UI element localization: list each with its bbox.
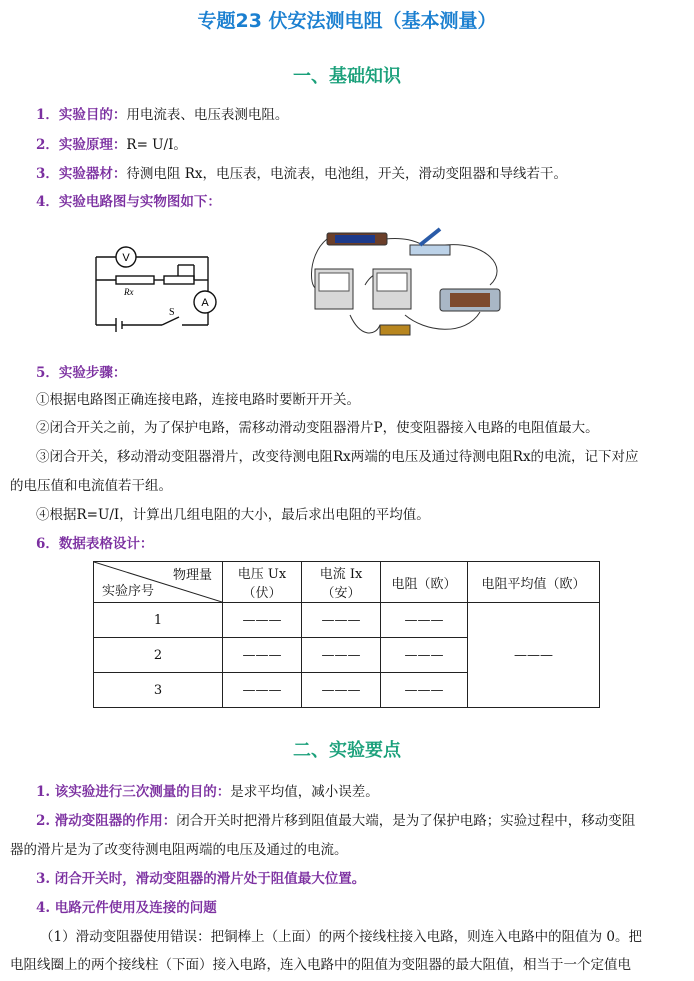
cell-current: ——— [302,638,381,673]
item-table [36,532,153,552]
table-corner-header [94,562,223,603]
page-title: 专题23 伏安法测电阻（基本测量） [197,10,497,32]
ammeter-label: A [201,297,209,309]
point-1-label: 1. 该实验进行三次测量的目的： [36,784,231,800]
corner-top-text: 物理量 [172,568,212,583]
point-2-text: 闭合开关时把滑片移到阻值最大端，是为了保护电路；实验过程中，移动变阻 [176,813,636,829]
apparatus-image [305,227,515,345]
point-1-text: 是求平均值，减小误差。 [230,784,379,800]
point-4 [36,896,217,916]
item-equipment-label: 3．实验器材： [36,166,127,182]
header-current-unit: （安） [321,586,361,601]
switch-label: S [169,307,175,318]
item-principle-label: 2．实验原理： [36,137,127,153]
item-principle-text: R= U/I。 [126,137,187,153]
row-number: 1 [94,603,223,638]
item-purpose-text: 用电流表、电压表测电阻。 [126,107,289,123]
item-table-label: 6．数据表格设计： [36,536,154,552]
data-table [93,561,600,708]
voltmeter-label: V [122,252,130,264]
item-equipment [36,162,567,182]
point-3-label: 3. 闭合开关时，滑动变阻器的滑片处于阻值最大位置。 [36,871,366,887]
header-average: 电阻平均值（欧） [468,562,600,603]
point-4-continued: 电阻线圈上的两个接线柱（下面）接入电路，连入电路中的阻值为变阻器的最大阻值，相当于一个定值电 [10,957,631,973]
header-voltage [223,562,302,603]
item-equipment-text: 待测电阻 Rx，电压表，电流表，电池组，开关，滑动变阻器和导线若干。 [126,166,567,182]
header-current [302,562,381,603]
step-3-continued: 的电压值和电流值若干组。 [10,478,172,494]
point-2-label: 2. 滑动变阻器的作用： [36,813,177,829]
point-1 [36,780,379,800]
point-4-text: （1）滑动变阻器使用错误：把铜棒上（上面）的两个接线柱接入电路，则连入电路中的阻值为 0。把 [40,929,642,945]
cell-average: ——— [468,603,600,708]
cell-resistance: ——— [381,603,468,638]
step-4: ④根据R=U/I，计算出几组电阻的大小，最后求出电阻的平均值。 [36,507,430,523]
row-number: 2 [94,638,223,673]
header-voltage-label: 电压 Ux [237,567,287,582]
point-3 [36,867,365,887]
table-row [94,603,600,638]
resistor-label: Rx [124,287,134,297]
item-purpose-label: 1．实验目的： [36,107,127,123]
cell-voltage: ——— [223,638,302,673]
step-2: ②闭合开关之前，为了保护电路，需移动滑动变阻器滑片P，使变阻器接入电路的电阻值最大。 [36,420,599,436]
item-steps-label: 5．实验步骤： [36,365,127,381]
corner-bottom-text: 实验序号 [102,584,155,599]
point-2 [36,809,635,829]
header-current-label: 电流 Ix [319,567,363,582]
header-resistance: 电阻（欧） [381,562,468,603]
cell-voltage: ——— [223,603,302,638]
item-diagram-label: 4．实验电路图与实物图如下： [36,194,221,210]
point-4-label: 4. 电路元件使用及连接的问题 [36,900,217,916]
cell-resistance: ——— [381,673,468,708]
cell-resistance: ——— [381,638,468,673]
item-steps [36,361,126,381]
cell-voltage: ——— [223,673,302,708]
step-3: ③闭合开关，移动滑动变阻器滑片，改变待测电阻Rx两端的电压及通过待测电阻Rx的电流，记下对应 [36,449,639,465]
section-heading-key-points: 二、实验要点 [293,740,401,761]
item-purpose [36,103,288,123]
step-1: ①根据电路图正确连接电路，连接电路时要断开开关。 [36,392,360,408]
cell-current: ——— [302,673,381,708]
row-number: 3 [94,673,223,708]
point-2-continued: 器的滑片是为了改变待测电阻两端的电压及通过的电流。 [10,842,348,858]
item-principle [36,133,187,153]
circuit-diagram [94,245,224,335]
section-heading-basics: 一、基础知识 [293,66,401,87]
item-diagram [36,190,221,210]
cell-current: ——— [302,603,381,638]
header-voltage-unit: （伏） [242,586,282,601]
